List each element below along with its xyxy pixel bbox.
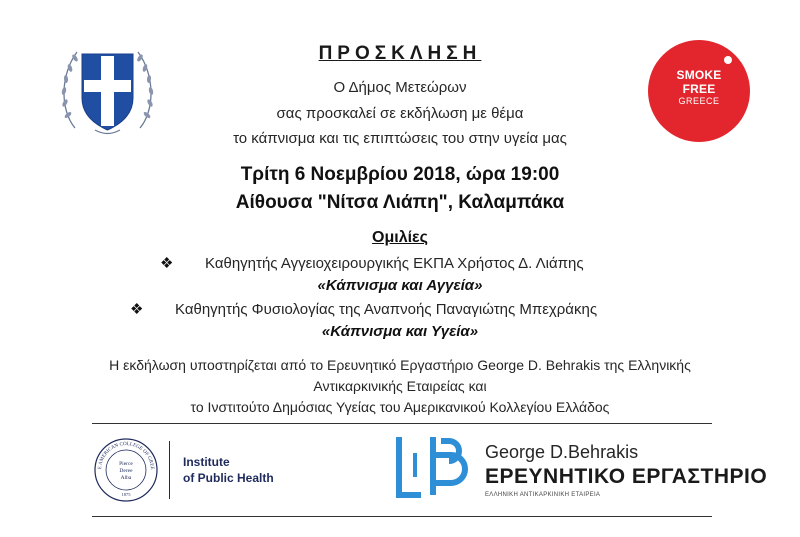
acg-divider [169,441,170,499]
institute-public-health-label [183,454,274,486]
speaker-2: Καθηγητής Φυσιολογίας της Αναπνοής Παναγιώτης Μπεχράκης [175,301,598,318]
divider-top [92,423,712,424]
svg-text:THE AMERICAN COLLEGE OF GREECE: E AMERICAN COLLEGE OF GREE [97,441,155,470]
intro-line-1: Ο Δήμος Μετεώρων [333,79,467,96]
behrakis-name: George D.Behrakis [485,442,639,462]
invitation-title: ΠΡΟΣΚΛΗΣΗ [318,43,482,64]
svg-text:Pierce: Pierce [119,461,133,467]
support-line-3: το Ινστιτούτο Δημόσιας Υγείας του Αμερικανικού Κολλεγίου Ελλάδος [190,399,610,415]
institute-line-1: Institute [183,455,230,469]
badge-line-2: FREE [682,82,716,96]
behrakis-lab-title: ΕΡΕΥΝΗΤΙΚΟ ΕΡΓΑΣΤΗΡΙΟ [485,465,768,488]
badge-line-3: GREECE [678,96,720,106]
institute-line-2: of Public Health [183,471,274,485]
talk-topic-2: «Κάπνισμα και Υγεία» [321,323,479,340]
event-date-time: Τρίτη 6 Νοεμβρίου 2018, ώρα 19:00 [240,164,560,185]
svg-text:1875: 1875 [121,492,131,497]
lb-monogram-icon [393,435,473,500]
divider-bottom [92,516,712,517]
event-venue: Αίθουσα "Νίτσα Λιάπη", Καλαμπάκα [235,192,565,213]
intro-line-3: το κάπνισμα και τις επιπτώσεις του στην υγεία μας [233,130,567,147]
talks-heading: Ομιλίες [372,229,428,246]
svg-text:Deree: Deree [119,468,133,474]
talk-topic-1: «Κάπνισμα και Αγγεία» [317,277,483,294]
acg-seal-icon [93,437,159,503]
behrakis-subtitle: ΕΛΛΗΝΙΚΗ ΑΝΤΙΚΑΡΚΙΝΙΚΗ ΕΤΑΙΡΕΙΑ [485,492,601,498]
support-line-1: Η εκδήλωση υποστηρίζεται από το Ερευνητικό Εργαστήριο George D. Behrakis της Ελληνικής [109,357,691,373]
svg-text:Alba: Alba [120,475,132,481]
badge-line-1: SMOKE [676,68,722,82]
speaker-1: Καθηγητής Αγγειοχειρουργικής ΕΚΠΑ Χρήστος Δ. Λιάπης [205,255,584,272]
support-line-2: Αντικαρκινικής Εταιρείας και [313,378,487,394]
bullet-diamond-icon: ❖ [130,301,144,318]
intro-line-2: σας προσκαλεί σε εκδήλωση με θέμα [276,105,524,122]
bullet-diamond-icon: ❖ [160,255,174,272]
